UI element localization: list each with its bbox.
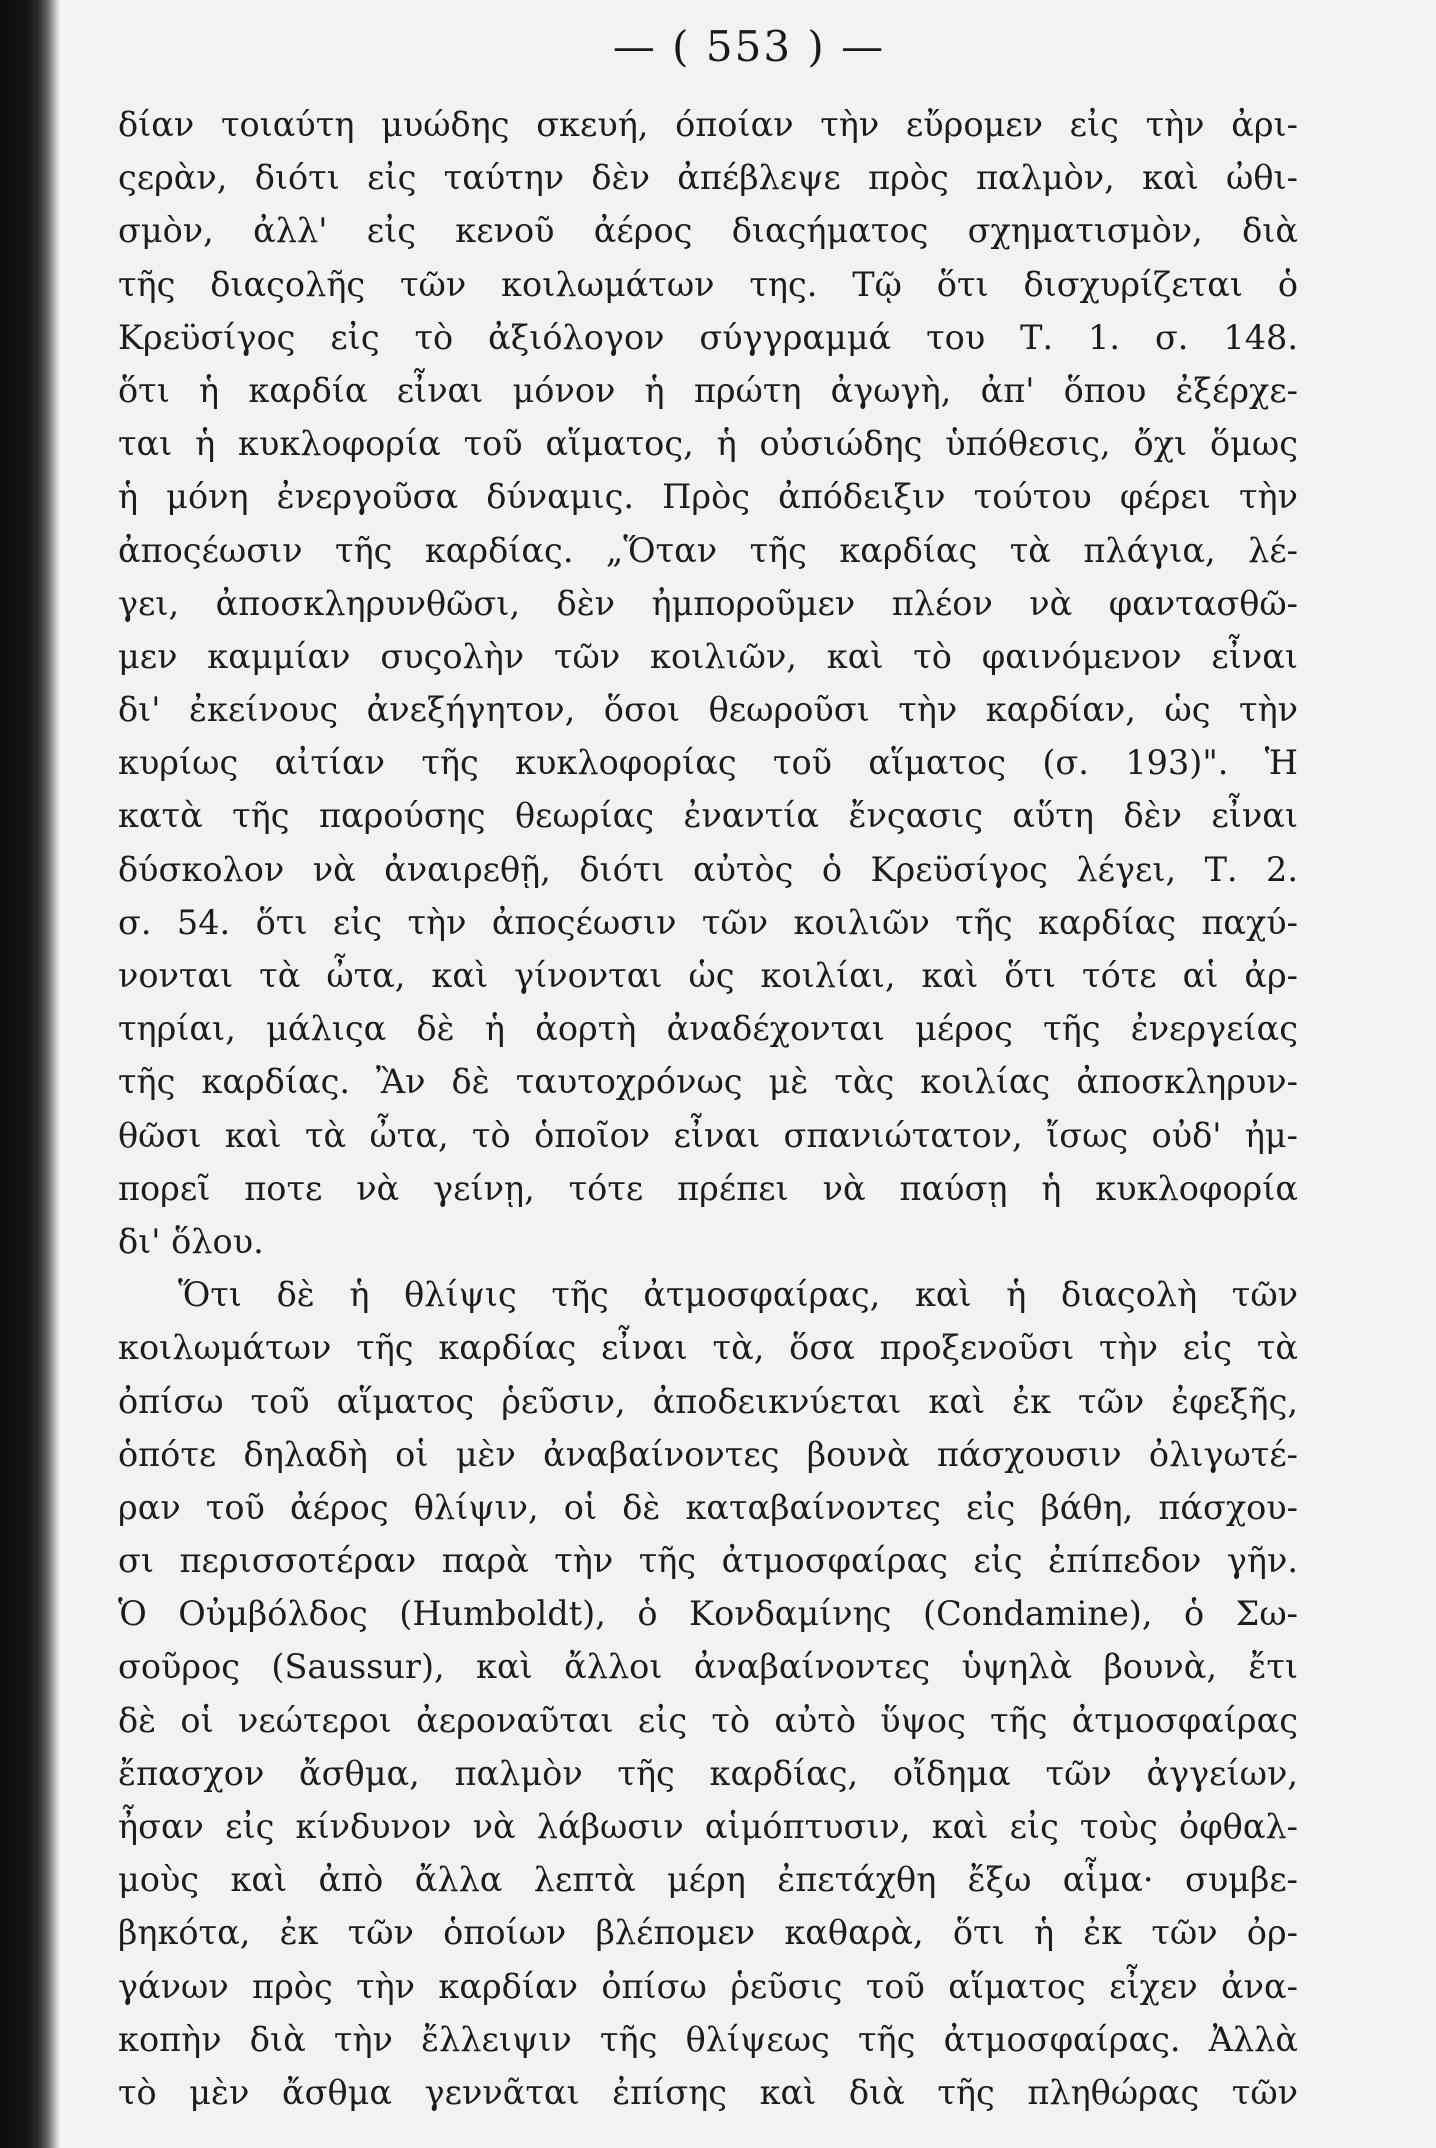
book-binding-edge <box>0 0 62 2148</box>
text-line: δύσκολον νὰ ἀναιρεθῇ, διότι αὐτὸς ὁ Κρεϋσίγος λέγει, Τ. 2. <box>118 849 1298 889</box>
text-line: θῶσι καὶ τὰ ὦτα, τὸ ὁποῖον εἶναι σπανιώτατον, ἴσως οὐδ' ἠμ- <box>118 1115 1298 1155</box>
text-line: ἔπασχον ἄσθμα, παλμὸν τῆς καρδίας, οἴδημα τῶν ἀγγείων, <box>118 1753 1298 1793</box>
text-line: κατὰ τῆς παρούσης θεωρίας ἐναντία ἔνςασις αὕτη δὲν εἶναι <box>118 796 1298 836</box>
text-line: τῆς καρδίας. Ἂν δὲ ταυτοχρόνως μὲ τὰς κοιλίας ἀποσκληρυν- <box>118 1062 1298 1102</box>
text-line: τηρίαι, μάλιςα δὲ ἡ ἀορτὴ ἀναδέχονται μέρος τῆς ἐνεργείας <box>118 1009 1298 1049</box>
text-line: μεν καμμίαν συςολὴν τῶν κοιλιῶν, καὶ τὸ φαινόμενον εἶναι <box>118 636 1298 676</box>
text-line: βηκότα, ἐκ τῶν ὁποίων βλέπομεν καθαρὰ, ὅτι ἡ ἐκ τῶν ὀρ- <box>118 1913 1298 1953</box>
text-line: γάνων πρὸς τὴν καρδίαν ὀπίσω ῥεῦσις τοῦ αἵματος εἶχεν ἀνα- <box>118 1966 1298 2006</box>
text-line: ὀπίσω τοῦ αἵματος ῥεῦσιν, ἀποδεικνύεται καὶ ἐκ τῶν ἐφεξῆς, <box>118 1381 1298 1421</box>
book-page <box>62 0 1436 2148</box>
text-line: Κρεϋσίγος εἰς τὸ ἀξιόλογον σύγγραμμά του Τ. 1. σ. 148. <box>118 317 1298 357</box>
page-number-header: — ( 553 ) — <box>612 22 886 71</box>
paragraph-start-line: Ὅτι δὲ ἡ θλίψις τῆς ἀτμοσφαίρας, καὶ ἡ διαςολὴ τῶν <box>178 1275 1298 1315</box>
text-line: δὲ οἱ νεώτεροι ἀεροναῦται εἰς τὸ αὐτὸ ὕψος τῆς ἀτμοσφαίρας <box>118 1700 1298 1740</box>
text-line: δίαν τοιαύτη μυώδης σκευή, όποίαν τὴν εὔρομεν εἰς τὴν ἀρι- <box>118 105 1298 144</box>
text-line: σ. 54. ὅτι εἰς τὴν ἀποςέωσιν τῶν κοιλιῶν τῆς καρδίας παχύ- <box>118 902 1298 942</box>
page-body-text <box>118 98 1298 2119</box>
text-line: ὁπότε δηλαδὴ οἱ μὲν ἀναβαίνοντες βουνὰ πάσχουσιν ὀλιγωτέ- <box>118 1434 1298 1474</box>
text-line: μοὺς καὶ ἀπὸ ἄλλα λεπτὰ μέρη ἐπετάχθη ἔξω αἷμα· συμβε- <box>118 1860 1298 1900</box>
text-line: κυρίως αἰτίαν τῆς κυκλοφορίας τοῦ αἵματος (σ. 193)". Ἡ <box>118 743 1298 783</box>
paragraph-end-line: δι' ὅλου. <box>118 1221 264 1261</box>
text-line: σμὸν, ἀλλ' εἰς κενοῦ ἀέρος διαςήματος σχηματισμὸν, διὰ <box>118 211 1298 251</box>
text-line: ἀποςέωσιν τῆς καρδίας. „Ὅταν τῆς καρδίας τὰ πλάγια, λέ- <box>118 530 1298 570</box>
text-line: ται ἡ κυκλοφορία τοῦ αἵματος, ἡ οὐσιώδης ὑπόθεσις, ὄχι ὅμως <box>118 424 1298 464</box>
text-line: σι περισσοτέραν παρὰ τὴν τῆς ἀτμοσφαίρας εἰς ἐπίπεδον γῆν. <box>118 1541 1298 1581</box>
text-line: ἦσαν εἰς κίνδυνον νὰ λάβωσιν αἱμόπτυσιν, καὶ εἰς τοὺς ὀφθαλ- <box>118 1807 1298 1846</box>
text-line: τὸ μὲν ἄσθμα γεννᾶται ἐπίσης καὶ διὰ τῆς πληθώρας τῶν <box>118 2072 1298 2112</box>
text-line: ἡ μόνη ἐνεργοῦσα δύναμις. Πρὸς ἀπόδειξιν τούτου φέρει τὴν <box>118 477 1298 517</box>
text-line: σοῦρος (Saussur), καὶ ἄλλοι ἀναβαίνοντες ὑψηλὰ βουνὰ, ἔτι <box>118 1647 1298 1687</box>
text-line: πορεῖ ποτε νὰ γείνῃ, τότε πρέπει νὰ παύσῃ ἡ κυκλοφορία <box>118 1168 1298 1208</box>
text-line: τῆς διαςολῆς τῶν κοιλωμάτων της. Τῷ ὅτι δισχυρίζεται ὁ <box>118 264 1298 304</box>
text-line: γει, ἀποσκληρυνθῶσι, δὲν ἠμποροῦμεν πλέον νὰ φαντασθῶ- <box>118 583 1298 623</box>
text-line: κοιλωμάτων τῆς καρδίας εἶναι τὰ, ὅσα προξενοῦσι τὴν εἰς τὰ <box>118 1328 1298 1368</box>
text-line: νονται τὰ ὦτα, καὶ γίνονται ὡς κοιλίαι, καὶ ὅτι τότε αἱ ἀρ- <box>118 956 1298 995</box>
text-line: ςερὰν, διότι εἰς ταύτην δὲν ἀπέβλεψε πρὸς παλμὸν, καὶ ὠθι- <box>118 158 1298 198</box>
text-line: ραν τοῦ ἀέρος θλίψιν, οἱ δὲ καταβαίνοντες εἰς βάθη, πάσχου- <box>118 1487 1298 1527</box>
text-line: ὅτι ἡ καρδία εἶναι μόνον ἡ πρώτη ἀγωγὴ, ἀπ' ὅπου ἐξέρχε- <box>118 370 1298 410</box>
text-line: δι' ἐκείνους ἀνεξήγητον, ὅσοι θεωροῦσι τὴν καρδίαν, ὡς τὴν <box>118 690 1298 730</box>
text-line: κοπὴν διὰ τὴν ἔλλειψιν τῆς θλίψεως τῆς ἀτμοσφαίρας. Ἀλλὰ <box>118 2019 1298 2059</box>
text-line: Ὁ Οὐμβόλδος (Humboldt), ὁ Κονδαμίνης (Condamine), ὁ Σω- <box>118 1594 1298 1634</box>
